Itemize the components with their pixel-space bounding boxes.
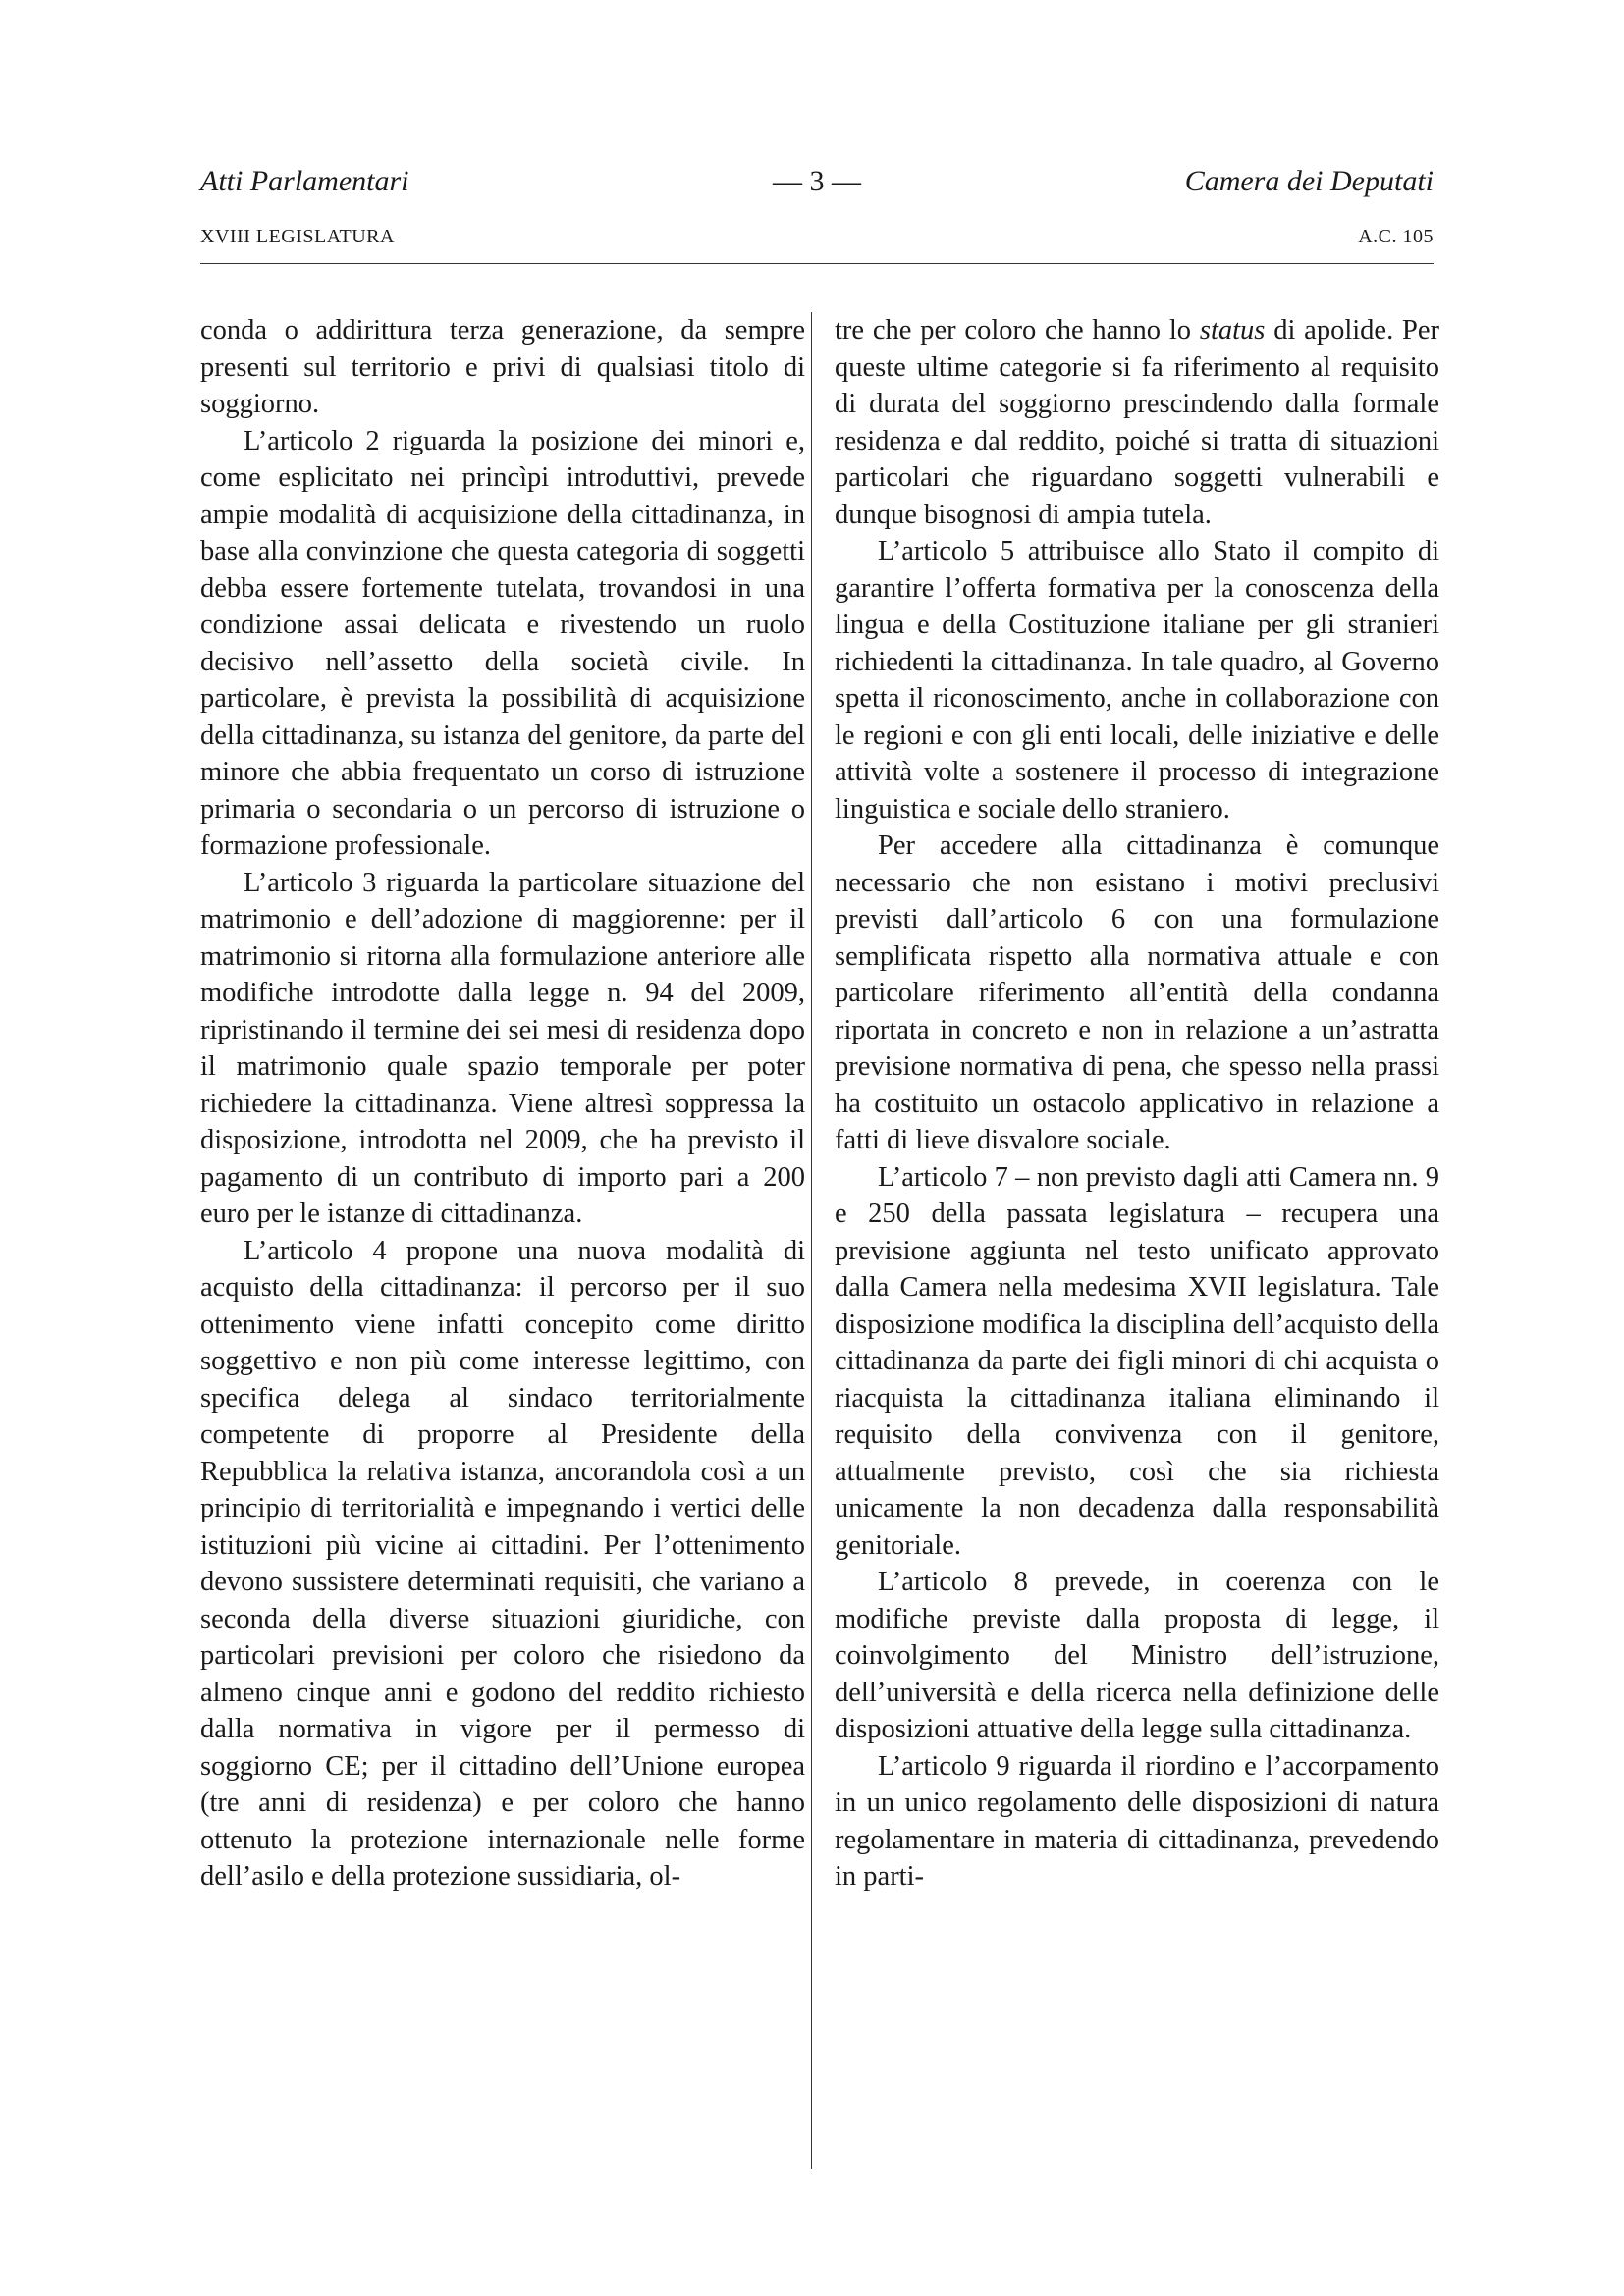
right-column bbox=[835, 312, 1439, 1896]
text-run: tre che per coloro che hanno lo bbox=[835, 315, 1200, 346]
paragraph: L’articolo 3 riguarda la particolare situazione del matrimonio e dell’adozione di maggiorenne: per il matrimonio si ritorna alla formulazione anteriore alle modifiche introdotte dalla legge n. 94 del 2009, ripristinando il termine dei sei mesi di residenza dopo il matrimonio quale spazio temporale per poter richiedere la cittadinanza. Viene altresì soppressa la disposizione, introdotta nel 2009, che ha previsto il pagamento di un contributo di importo pari a 200 euro per le istanze di cittadinanza. bbox=[200, 867, 805, 1229]
paragraph: L’articolo 5 attribuisce allo Stato il compito di garantire l’offerta formativa per la conoscenza della lingua e della Costituzione italiane per gli stranieri richiedenti la cittadinanza. In tale quadro, al Governo spetta il riconoscimento, anche in collaborazione con le regioni e con gli enti locali, delle iniziative e delle attività volte a sostenere il processo di integrazione linguistica e sociale dello straniero. bbox=[835, 536, 1439, 825]
text-run: di apolide. Per queste ultime categorie si fa riferimento al requisito di durata del soggiorno prescindendo dalla formale residenza e dal reddito, poiché si tratta di situazioni particolari che riguardano soggetti vulnerabili e dunque bisognosi di ampia tutela. bbox=[835, 315, 1439, 530]
paragraph: L’articolo 2 riguarda la posizione dei minori e, come esplicitato nei princìpi introduttivi, prevede ampie modalità di acquisizione della cittadinanza, in base alla convinzione che questa categoria di soggetti debba essere fortemente tutelata, trovandosi in una condizione assai delicata e rivestendo un ruolo decisivo nell’assetto della società civile. In particolare, è prevista la possibilità di acquisizione della cittadinanza, su istanza del genitore, da parte del minore che abbia frequentato un corso di istruzione primaria o secondaria o un percorso di istruzione o formazione professionale. bbox=[200, 425, 805, 861]
header-publication: Atti Parlamentari bbox=[200, 165, 409, 197]
paragraph: conda o addirittura terza generazione, da sempre presenti sul territorio e privi di qualsiasi titolo di soggiorno. bbox=[200, 315, 805, 419]
column-divider bbox=[811, 312, 812, 2169]
header-chamber: Camera dei Deputati bbox=[1184, 165, 1434, 197]
paragraph: L’articolo 9 riguarda il riordino e l’accorpamento in un unico regolamento delle disposizioni di natura regolamentare in materia di cittadinanza, prevedendo in parti- bbox=[835, 1750, 1439, 1892]
italic-term: status bbox=[1199, 315, 1266, 346]
header-rule bbox=[200, 263, 1434, 264]
left-column bbox=[200, 312, 805, 1896]
running-header bbox=[200, 165, 1434, 204]
legislature-label: XVIII LEGISLATURA bbox=[200, 226, 395, 247]
paragraph: L’articolo 7 – non previsto dagli atti Camera nn. 9 e 250 della passata legislatura – recupera una previsione aggiunta nel testo unificato approvato dalla Camera nella medesima XVII legislatura. Tale disposizione modifica la disciplina dell’acquisto della cittadinanza da parte dei figli minori di chi acquista o riacquista la cittadinanza italiana eliminando il requisito della convivenza con il genitore, attualmente previsto, così che sia richiesta unicamente la non decadenza dalla responsabilità genitoriale. bbox=[835, 1161, 1439, 1561]
page-number: — 3 — bbox=[773, 165, 861, 197]
paragraph: L’articolo 4 propone una nuova modalità di acquisto della cittadinanza: il percorso per il suo ottenimento viene infatti concepito come diritto soggettivo e non più come interesse legittimo, con specifica delega al sindaco territorialmente competente di proporre al Presidente della Repubblica la relativa istanza, ancorandola così a un principio di territorialità e impegnando i vertici delle istituzioni più vicine ai cittadini. Per l’ottenimento devono sussistere determinati requisiti, che variano a seconda della diverse situazioni giuridiche, con particolari previsioni per coloro che risiedono da almeno cinque anni e godono del reddito richiesto dalla normativa in vigore per il permesso di soggiorno CE; per il cittadino dell’Unione europea (tre anni di residenza) e per coloro che hanno ottenuto la protezione internazionale nelle forme dell’asilo e della protezione sussidiaria, ol- bbox=[200, 1235, 805, 1892]
paragraph: L’articolo 8 prevede, in coerenza con le modifiche previste dalla proposta di legge, il coinvolgimento del Ministro dell’istruzione, dell’università e della ricerca nella definizione delle disposizioni attuative della legge sulla cittadinanza. bbox=[835, 1567, 1439, 1744]
paragraph: Per accedere alla cittadinanza è comunque necessario che non esistano i motivi preclusivi previsti dall’articolo 6 con una formulazione semplificata rispetto alla normativa attuale e con particolare riferimento all’entità della condanna riportata in concreto e non in relazione a un’astratta previsione normativa di pena, che spesso nella prassi ha costituito un ostacolo applicativo in relazione a fatti di lieve disvalore sociale. bbox=[835, 830, 1439, 1155]
paragraph bbox=[835, 312, 1439, 533]
act-number: A.C. 105 bbox=[1358, 226, 1434, 247]
